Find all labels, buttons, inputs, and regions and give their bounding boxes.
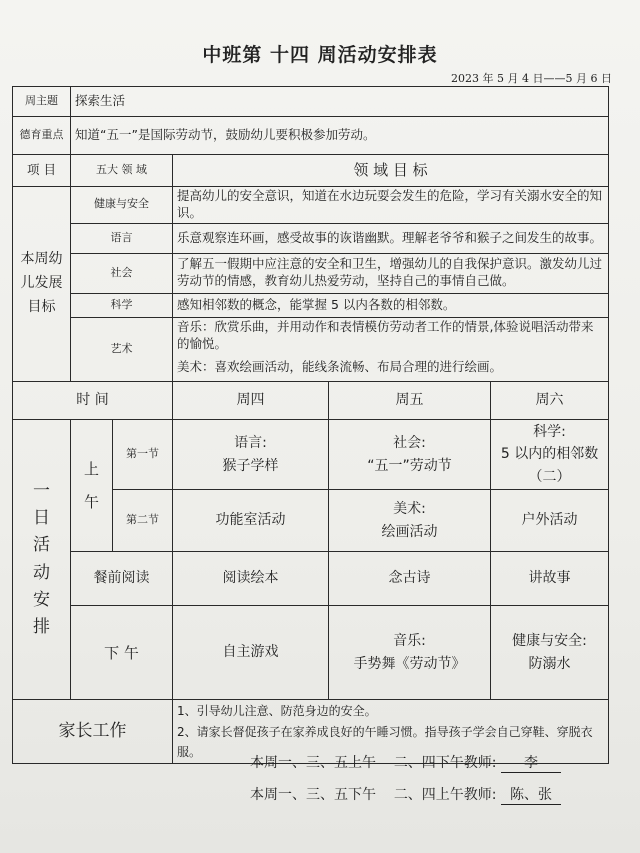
period-2-label: 第二节 [113,490,173,552]
p1-fri-subject: 社会: [393,435,426,452]
time-label: 时 间 [13,382,173,420]
pm-fri-subject: 音乐: [393,633,426,650]
read-thu: 阅读绘本 [173,552,329,606]
teacher-line-2-name: 陈、张 [501,784,561,805]
theme-value: 探索生活 [71,87,609,117]
goal-text-art-fine: 美术：喜欢绘画活动，能线条流畅、布局合理的进行绘画。 [173,354,609,382]
parents-label: 家长工作 [13,700,173,764]
p1-fri [329,420,491,490]
goal-domain-language: 语言 [71,223,173,253]
goal-domain-science: 科学 [71,293,173,317]
p2-thu: 功能室活动 [173,490,329,552]
moral-label: 德育重点 [13,117,71,155]
goal-domain-health: 健康与安全 [71,187,173,224]
moral-value: 知道“五一”是国际劳动节，鼓励幼儿要积极参加劳动。 [71,117,609,155]
p2-fri [329,490,491,552]
goal-text-health: 提高幼儿的安全意识，知道在水边玩耍会发生的危险，学习有关溺水安全的知识。 [173,187,609,224]
p1-sat [491,420,609,490]
day-thu: 周四 [173,382,329,420]
teacher-line-1-name: 李 [501,752,561,773]
day-sat: 周六 [491,382,609,420]
pm-fri-topic: 手势舞《劳动节》 [353,655,466,672]
header-item: 项 目 [13,155,71,187]
teacher-line-2 [250,784,561,805]
goal-text-social: 了解五一假期中应注意的安全和卫生，增强幼儿的自我保护意识。激发幼儿过劳动节的情感，教育幼儿热爱劳动，坚持自己的事情自己做。 [173,253,609,293]
afternoon-label: 下 午 [71,606,173,700]
read-sat: 讲故事 [491,552,609,606]
p1-thu-topic: 猴子学样 [222,457,279,474]
teacher-line-1-text: 本周一、三、五上午 [250,755,376,771]
goals-label: 本周幼儿发展目标 [13,187,71,382]
period-1-label: 第一节 [113,420,173,490]
p1-thu-subject: 语言: [234,435,267,452]
p1-sat-subject: 科学: [533,424,566,440]
schedule-table [12,86,609,764]
header-domains: 五大 领 域 [71,155,173,187]
pm-thu: 自主游戏 [173,606,329,700]
teacher-line-1 [250,752,561,773]
goal-text-science: 感知相邻数的概念，能掌握 5 以内各数的相邻数。 [173,293,609,317]
activity-side-label: 一日活动安排 [13,420,71,700]
premeal-reading-label: 餐前阅读 [71,552,173,606]
p1-thu [173,420,329,490]
teacher-line-2-text: 本周一、三、五下午 [250,787,376,803]
p2-fri-topic: 绘画活动 [381,523,438,540]
teacher-line-1-role: 二、四下午教师: [393,755,497,771]
parents-item-1: 1、引导幼儿注意、防范身边的安全。 [177,704,377,719]
theme-label: 周主题 [13,87,71,117]
page-title: 中班第 十四 周活动安排表 [202,44,438,66]
header-goals: 领 域 目 标 [173,155,609,187]
p2-fri-subject: 美术: [393,501,426,518]
pm-sat-topic: 防溺水 [528,655,571,672]
goal-text-art-music: 音乐：欣赏乐曲，并用动作和表情模仿劳动者工作的情景,体验说唱活动带来的愉悦。 [173,317,609,353]
p1-sat-topic: 5 以内的相邻数（二） [500,446,599,485]
goal-text-language: 乐意观察连环画，感受故事的诙谐幽默。理解老爷爷和猴子之间发生的故事。 [173,223,609,253]
parents-item-2: 2、请家长督促孩子在家养成良好的午睡习惯。指导孩子学会自己穿鞋、穿脱衣服。 [177,724,593,759]
morning-label: 上午 [71,420,113,552]
pm-sat [491,606,609,700]
date-range: 2023 年 5 月 4 日——5 月 6 日 [451,72,612,85]
teacher-line-2-role: 二、四上午教师: [393,787,497,803]
p2-sat: 户外活动 [491,490,609,552]
read-fri: 念古诗 [329,552,491,606]
pm-fri [329,606,491,700]
goal-domain-social: 社会 [71,253,173,293]
pm-sat-subject: 健康与安全: [512,633,587,650]
goal-domain-art: 艺术 [71,317,173,381]
day-fri: 周五 [329,382,491,420]
p1-fri-topic: “五一”劳动节 [367,457,452,474]
